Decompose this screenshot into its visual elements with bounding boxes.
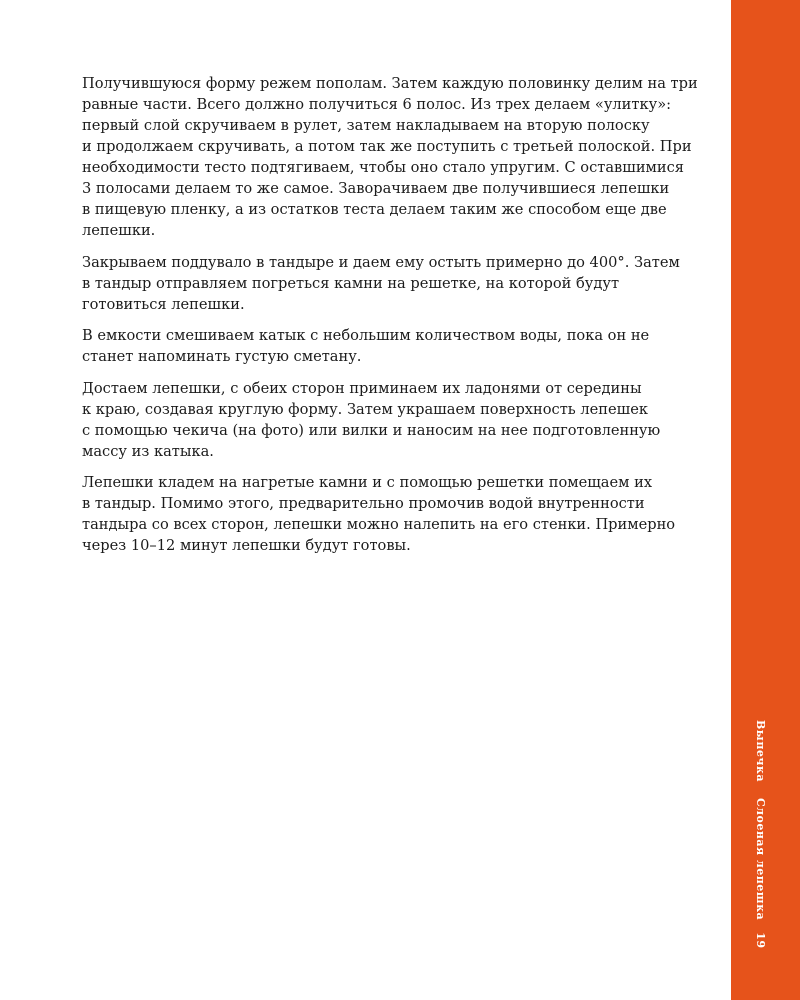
text-line: с помощью чекича (на фото) или вилки и наносим на нее подготовленную	[82, 421, 661, 439]
text-line: в тандыр. Помимо этого, предварительно промочив водой внутренности	[82, 495, 645, 512]
text-line: необходимости тесто подтягиваем, чтобы оно стало упругим. С оставшимися	[82, 159, 685, 176]
text-line: готовиться лепешки.	[82, 295, 245, 313]
text-line: через 10–12 минут лепешки будут готовы.	[82, 537, 411, 554]
section-title: Выпечка	[754, 720, 768, 782]
chapter-sidebar	[731, 0, 800, 1000]
text-line: станет напоминать густую сметану.	[82, 348, 362, 365]
text-line: Закрываем поддувало в тандыре и даем ему остыть примерно до 400°. Затем	[82, 253, 680, 271]
text-line: В емкости смешиваем катык с небольшим количеством воды, пока он не	[82, 327, 650, 344]
text-line: Получившуюся форму режем пополам. Затем каждую половинку делим на три	[82, 75, 698, 92]
text-line: тандыра со всех сторон, лепешки можно налепить на его стенки. Примерно	[82, 516, 676, 533]
recipe-body-text	[82, 73, 712, 567]
paragraph	[82, 73, 712, 241]
paragraph	[82, 252, 712, 315]
paragraph	[82, 325, 712, 367]
text-line: к краю, создавая круглую форму. Затем украшаем поверхность лепешек	[82, 400, 648, 418]
text-line: лепешки.	[82, 222, 156, 239]
text-line: Достаем лепешки, с обеих сторон приминаем их ладонями от середины	[82, 379, 642, 397]
running-head	[749, 720, 773, 949]
text-line: равные части. Всего должно получиться 6 полос. Из трех делаем «улитку»:	[82, 96, 672, 113]
text-line: Лепешки кладем на нагретые камни и с помощью решетки помещаем их	[82, 474, 653, 491]
text-line: массу из катыка.	[82, 442, 214, 460]
paragraph	[82, 378, 712, 462]
text-line: 3 полосами делаем то же самое. Заворачиваем две получившиеся лепешки	[82, 180, 670, 197]
recipe-title: Слоеная лепешка	[754, 798, 768, 921]
page-number: 19	[754, 932, 768, 949]
text-line: первый слой скручиваем в рулет, затем накладываем на вторую полоску	[82, 117, 650, 134]
text-line: в тандыр отправляем погреться камни на решетке, на которой будут	[82, 274, 620, 292]
text-line: в пищевую пленку, а из остатков теста делаем таким же способом еще две	[82, 201, 667, 218]
paragraph	[82, 472, 712, 556]
text-line: и продолжаем скручивать, а потом так же поступить с третьей полоской. При	[82, 138, 692, 155]
